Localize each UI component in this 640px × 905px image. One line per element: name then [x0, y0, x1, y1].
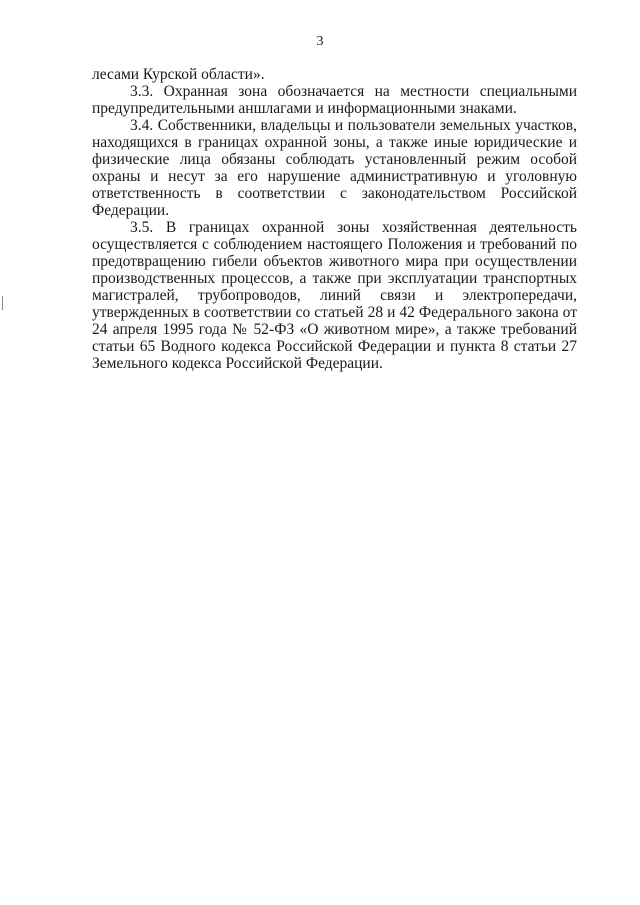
paragraph-3-5: 3.5. В границах охранной зоны хозяйственная деятельность осуществляется с соблюдением настоящего Положения и требований по предотвращению гибели объектов животного мира при осуществлении производственных процессов, а также при эксплуатации транспортных магистралей, трубопроводов, линий связи и электропередачи, утвержденных в соответствии со статьей 28 и 42 Федерального закона от 24 апреля 1995 года № 52-ФЗ «О животном мире», а также требований статьи 65 Водного кодекса Российской Федерации и пункта 8 статьи 27 Земельного кодекса Российской Федерации.	[92, 219, 577, 372]
document-body	[92, 66, 577, 372]
paragraph-3-3: 3.3. Охранная зона обозначается на местности специальными предупредительными аншлагами и информационными знаками.	[92, 83, 577, 117]
paragraph-3-4: 3.4. Собственники, владельцы и пользователи земельных участков, находящихся в границах охранной зоны, а также иные юридические и физические лица обязаны соблюдать установленный режим особой охраны и несут за его нарушение административную и уголовную ответственность в соответствии с законодательством Российской Федерации.	[92, 117, 577, 219]
paragraph-continuation: лесами Курской области».	[92, 66, 265, 83]
scan-margin-mark	[2, 296, 3, 310]
page-number: 3	[316, 34, 324, 49]
